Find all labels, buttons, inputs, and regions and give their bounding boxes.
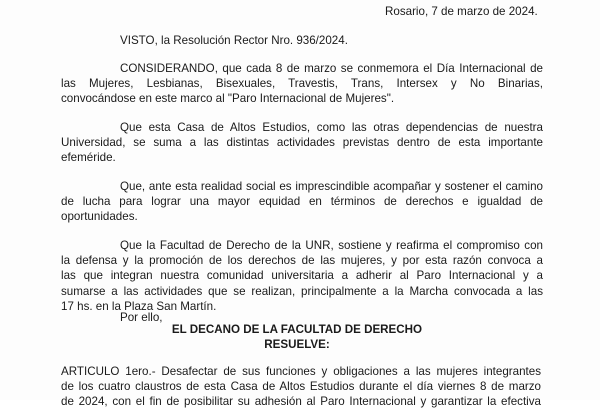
text-line: las que integran nuestra comunidad universitaria a adherir al Paro Internacional y a bbox=[61, 269, 543, 283]
resuelve-heading: RESUELVE: bbox=[264, 338, 330, 351]
text-line: las Mujeres, Lesbianas, Bisexuales, Travestis, Trans, Intersex y No Binarias, bbox=[61, 77, 543, 91]
text-line: ARTICULO 1ero.- Desafectar de sus funciones y obligaciones a las mujeres integrantes bbox=[61, 365, 541, 378]
text-line: convocándose en este marco al "Paro Internacional de Mujeres". bbox=[61, 92, 395, 106]
text-line: Que la Facultad de Derecho de la UNR, sostiene y reafirma el compromiso con bbox=[120, 239, 543, 252]
considerando-paragraph bbox=[61, 61, 543, 107]
text-line: efeméride. bbox=[61, 151, 116, 165]
paragraph-realidad-social bbox=[61, 179, 543, 225]
text-line: Que esta Casa de Altos Estudios, como las otras dependencias de nuestra bbox=[120, 121, 543, 134]
text-line: Universidad, se suma a las distintas actividades previstas dentro de esta importante bbox=[61, 136, 543, 150]
text-line: CONSIDERANDO, que cada 8 de marzo se conmemora el Día Internacional de bbox=[120, 62, 543, 75]
text-line: de 2024, con el fin de posibilitar su adhesión al Paro Internacional y garantizar la efectiva bbox=[61, 395, 541, 409]
date-line: Rosario, 7 de marzo de 2024. bbox=[385, 5, 538, 18]
por-ello-text: Por ello, bbox=[120, 311, 163, 324]
paragraph-facultad-derecho bbox=[61, 238, 543, 314]
text-line: 17 hs. en la Plaza San Martín. bbox=[61, 299, 217, 313]
text-line: de lucha para lograr una mayor equidad en términos de derechos e igualdad de bbox=[61, 195, 543, 209]
text-line: la defensa y la promoción de los derechos de las mujeres, y por esta razón convoca a bbox=[61, 254, 543, 268]
text-line: Que, ante esta realidad social es imprescindible acompañar y sostener el camino bbox=[120, 180, 543, 193]
text-line: oportunidades. bbox=[61, 210, 138, 224]
paragraph-casa-altos-estudios bbox=[61, 120, 543, 166]
visto-paragraph: VISTO, la Resolución Rector Nro. 936/2024. bbox=[120, 34, 348, 47]
text-line: sumarse a las actividades que se realizan, principalmente a la Marcha convocada a las bbox=[61, 284, 543, 298]
decano-title: EL DECANO DE LA FACULTAD DE DERECHO bbox=[171, 323, 423, 336]
articulo-1-paragraph bbox=[61, 364, 541, 410]
text-line: de los cuatro claustros de esta Casa de Altos Estudios durante el día viernes 8 de marzo bbox=[61, 380, 541, 394]
